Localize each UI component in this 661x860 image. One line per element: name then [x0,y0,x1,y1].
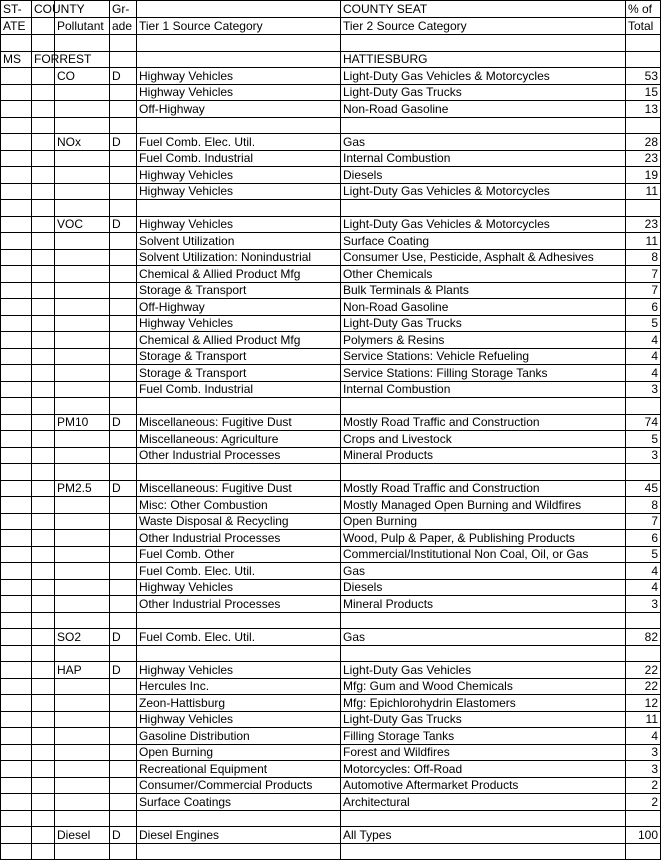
blank-row [1,117,661,134]
table-row [1,827,661,844]
table-row [1,447,661,464]
tier2-cell: Surface Coating [341,233,626,250]
tier1-cell: Off-Highway [137,299,341,316]
percent-cell: 7 [626,282,661,299]
tier1-cell: Storage & Transport [137,282,341,299]
blank-row [1,398,661,415]
percent-cell: 3 [626,447,661,464]
percent-cell: 2 [626,777,661,794]
tier1-cell: Fuel Comb. Other [137,546,341,563]
tier2-cell: Light-Duty Gas Vehicles & Motorcycles [341,216,626,233]
table-row [1,266,661,283]
table-row [1,563,661,580]
grade-cell: D [110,414,137,431]
table-row [1,761,661,778]
tier1-cell: Surface Coatings [137,794,341,811]
percent-cell: 23 [626,216,661,233]
tier2-cell: Automotive Aftermarket Products [341,777,626,794]
tier1-cell: Other Industrial Processes [137,447,341,464]
table-row [1,365,661,382]
percent-cell: 11 [626,711,661,728]
header-cell: COUNTY SEAT [341,1,626,18]
pollutant-cell: Diesel [55,827,110,844]
location-row [1,51,661,68]
tier2-cell: Non-Road Gasoline [341,299,626,316]
table-row [1,233,661,250]
grade-cell: D [110,629,137,646]
tier1-cell: Highway Vehicles [137,216,341,233]
pollutant-cell: VOC [55,216,110,233]
tier2-cell: Mineral Products [341,596,626,613]
table-row [1,315,661,332]
percent-cell: 23 [626,150,661,167]
percent-cell: 4 [626,348,661,365]
tier2-cell: Non-Road Gasoline [341,101,626,118]
blank-row [1,810,661,827]
percent-cell: 3 [626,381,661,398]
tier1-cell: Open Burning [137,744,341,761]
header-row-2 [1,18,661,35]
tier2-cell: Wood, Pulp & Paper, & Publishing Products [341,530,626,547]
tier1-cell: Fuel Comb. Elec. Util. [137,563,341,580]
percent-cell: 22 [626,662,661,679]
table-row [1,546,661,563]
table-row [1,431,661,448]
tier2-cell: Gas [341,563,626,580]
percent-cell: 4 [626,728,661,745]
tier2-cell: Gas [341,134,626,151]
table-row [1,84,661,101]
tier1-cell: Other Industrial Processes [137,596,341,613]
table-row [1,414,661,431]
percent-cell: 4 [626,332,661,349]
tier2-cell: Filling Storage Tanks [341,728,626,745]
tier1-cell: Solvent Utilization [137,233,341,250]
table-row [1,530,661,547]
percent-cell: 5 [626,546,661,563]
tier2-cell: Mostly Road Traffic and Construction [341,414,626,431]
header-cell: ATE [1,18,32,35]
tier1-cell: Highway Vehicles [137,68,341,85]
percent-cell: 13 [626,101,661,118]
percent-cell: 6 [626,299,661,316]
tier2-cell: Mostly Managed Open Burning and Wildfires [341,497,626,514]
header-cell: % of [626,1,661,18]
table-row [1,183,661,200]
grade-cell: D [110,827,137,844]
table-row [1,249,661,266]
blank-row [1,843,661,860]
tier1-cell: Zeon-Hattisburg [137,695,341,712]
tier1-cell: Fuel Comb. Elec. Util. [137,629,341,646]
table-row [1,299,661,316]
header-cell: Tier 1 Source Category [137,18,341,35]
table-row [1,480,661,497]
percent-cell: 3 [626,744,661,761]
tier1-cell: Waste Disposal & Recycling [137,513,341,530]
percent-cell: 19 [626,167,661,184]
header-cell: ST- [1,1,32,18]
tier1-cell: Highway Vehicles [137,183,341,200]
tier2-cell: Other Chemicals [341,266,626,283]
percent-cell: 7 [626,266,661,283]
table-row [1,68,661,85]
tier1-cell: Consumer/Commercial Products [137,777,341,794]
tier1-cell: Storage & Transport [137,348,341,365]
header-cell: Pollutant [55,18,110,35]
tier1-cell: Other Industrial Processes [137,530,341,547]
tier1-cell: Hercules Inc. [137,678,341,695]
tier2-cell: Gas [341,629,626,646]
pollutant-cell: HAP [55,662,110,679]
grade-cell: D [110,480,137,497]
tier1-cell: Highway Vehicles [137,315,341,332]
header-cell: Gr- [110,1,137,18]
pollutant-cell: NOx [55,134,110,151]
percent-cell: 53 [626,68,661,85]
tier2-cell: All Types [341,827,626,844]
grade-cell: D [110,68,137,85]
percent-cell: 8 [626,249,661,266]
percent-cell: 6 [626,530,661,547]
tier1-cell: Fuel Comb. Industrial [137,381,341,398]
tier2-cell: Forest and Wildfires [341,744,626,761]
tier1-cell: Solvent Utilization: Nonindustrial [137,249,341,266]
header-cell: Tier 2 Source Category [341,18,626,35]
header-cell [137,1,341,18]
tier2-cell: Mostly Road Traffic and Construction [341,480,626,497]
percent-cell: 7 [626,513,661,530]
tier2-cell: Diesels [341,167,626,184]
county-cell: FORREST [32,51,55,68]
blank-row [1,645,661,662]
header-cell [32,18,55,35]
percent-cell: 4 [626,365,661,382]
blank-row [1,464,661,481]
tier1-cell: Miscellaneous: Fugitive Dust [137,414,341,431]
table-row [1,134,661,151]
percent-cell: 11 [626,183,661,200]
table-row [1,794,661,811]
table-row [1,744,661,761]
grade-cell: D [110,662,137,679]
tier2-cell: Service Stations: Vehicle Refueling [341,348,626,365]
tier1-cell: Chemical & Allied Product Mfg [137,332,341,349]
tier1-cell: Miscellaneous: Agriculture [137,431,341,448]
percent-cell: 45 [626,480,661,497]
percent-cell: 5 [626,315,661,332]
table-body [1,1,661,860]
tier1-cell: Storage & Transport [137,365,341,382]
percent-cell: 74 [626,414,661,431]
percent-cell: 22 [626,678,661,695]
table-row [1,777,661,794]
table-row [1,497,661,514]
percent-cell: 8 [626,497,661,514]
tier1-cell: Chemical & Allied Product Mfg [137,266,341,283]
percent-cell: 100 [626,827,661,844]
tier1-cell: Misc: Other Combustion [137,497,341,514]
tier2-cell: Bulk Terminals & Plants [341,282,626,299]
tier1-cell: Fuel Comb. Industrial [137,150,341,167]
tier1-cell: Off-Highway [137,101,341,118]
tier1-cell: Gasoline Distribution [137,728,341,745]
table-row [1,678,661,695]
tier1-cell: Highway Vehicles [137,662,341,679]
tier2-cell: Mfg: Epichlorohydrin Elastomers [341,695,626,712]
percent-cell: 2 [626,794,661,811]
tier1-cell: Highway Vehicles [137,579,341,596]
tier2-cell: Diesels [341,579,626,596]
table-row [1,167,661,184]
header-cell: COUNTY [32,1,55,18]
tier2-cell: Light-Duty Gas Vehicles & Motorcycles [341,183,626,200]
grade-cell: D [110,134,137,151]
tier2-cell: Service Stations: Filling Storage Tanks [341,365,626,382]
tier2-cell: Light-Duty Gas Vehicles & Motorcycles [341,68,626,85]
table-row [1,711,661,728]
blank-row [1,200,661,217]
tier2-cell: Architectural [341,794,626,811]
tier1-cell: Highway Vehicles [137,711,341,728]
pollutant-cell: CO [55,68,110,85]
percent-cell: 82 [626,629,661,646]
grade-cell: D [110,216,137,233]
percent-cell: 28 [626,134,661,151]
table-row [1,216,661,233]
percent-cell: 3 [626,761,661,778]
tier2-cell: Light-Duty Gas Trucks [341,711,626,728]
table-row [1,282,661,299]
tier2-cell: Light-Duty Gas Trucks [341,84,626,101]
table-row [1,695,661,712]
table-row [1,629,661,646]
percent-cell: 3 [626,596,661,613]
percent-cell: 4 [626,563,661,580]
tier2-cell: Mineral Products [341,447,626,464]
percent-cell: 4 [626,579,661,596]
header-row-1 [1,1,661,18]
table-row [1,381,661,398]
table-row [1,513,661,530]
tier2-cell: Light-Duty Gas Trucks [341,315,626,332]
tier1-cell: Highway Vehicles [137,84,341,101]
table-row [1,348,661,365]
header-cell: ade [110,18,137,35]
header-cell: Total [626,18,661,35]
tier2-cell: Commercial/Institutional Non Coal, Oil, or Gas [341,546,626,563]
percent-cell: 5 [626,431,661,448]
blank-row [1,612,661,629]
county-seat-cell: HATTIESBURG [341,51,626,68]
table-row [1,150,661,167]
tier2-cell: Mfg: Gum and Wood Chemicals [341,678,626,695]
percent-cell: 12 [626,695,661,712]
tier2-cell: Internal Combustion [341,381,626,398]
tier2-cell: Light-Duty Gas Vehicles [341,662,626,679]
state-cell: MS [1,51,32,68]
tier2-cell: Motorcycles: Off-Road [341,761,626,778]
tier2-cell: Crops and Livestock [341,431,626,448]
tier1-cell: Fuel Comb. Elec. Util. [137,134,341,151]
table-row [1,728,661,745]
table-row [1,596,661,613]
table-row [1,662,661,679]
percent-cell: 11 [626,233,661,250]
tier2-cell: Polymers & Resins [341,332,626,349]
tier2-cell: Consumer Use, Pesticide, Asphalt & Adhesives [341,249,626,266]
pollutant-cell: PM2.5 [55,480,110,497]
percent-cell: 15 [626,84,661,101]
tier2-cell: Internal Combustion [341,150,626,167]
table-row [1,579,661,596]
tier1-cell: Miscellaneous: Fugitive Dust [137,480,341,497]
pollutant-cell: SO2 [55,629,110,646]
table-row [1,101,661,118]
tier1-cell: Diesel Engines [137,827,341,844]
table-row [1,332,661,349]
tier2-cell: Open Burning [341,513,626,530]
pollutant-cell: PM10 [55,414,110,431]
tier1-cell: Recreational Equipment [137,761,341,778]
tier1-cell: Highway Vehicles [137,167,341,184]
blank-row [1,35,661,52]
